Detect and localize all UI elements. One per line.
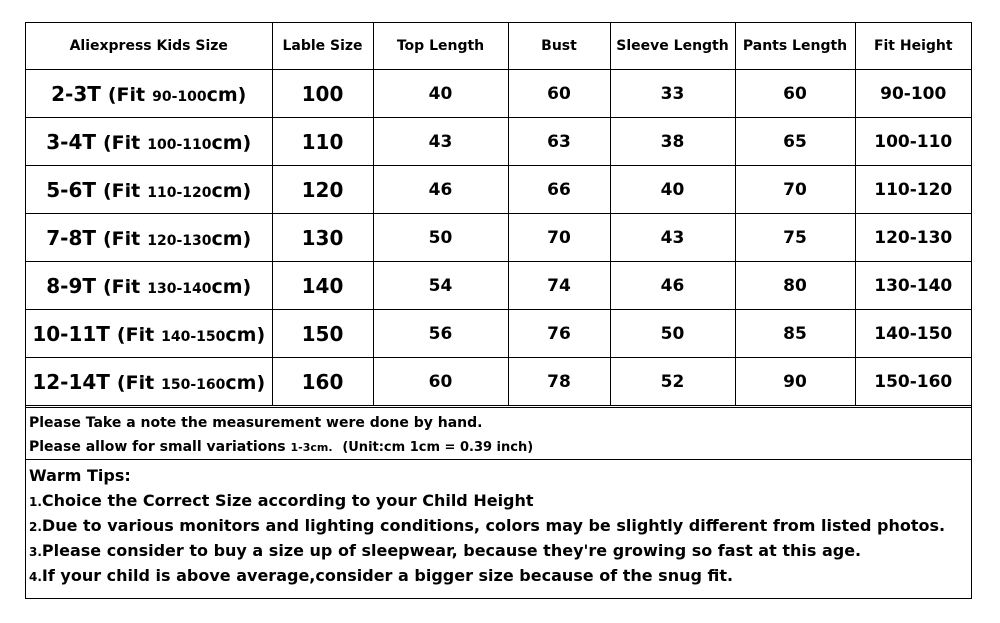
pants-length-cell: 60 xyxy=(735,70,855,118)
kids-size: 5-6T xyxy=(46,177,97,202)
fit-close: cm) xyxy=(206,83,247,106)
fit-range: 140-150 xyxy=(161,328,226,345)
tip-item xyxy=(29,488,971,513)
top-length-cell: 40 xyxy=(373,70,508,118)
fit-range: 110-120 xyxy=(147,184,212,201)
bust-cell: 78 xyxy=(508,358,610,406)
bust-cell: 60 xyxy=(508,70,610,118)
sleeve-length-cell: 40 xyxy=(610,166,735,214)
kids-size-cell xyxy=(26,310,272,358)
kids-size: 2-3T xyxy=(51,81,101,106)
pants-length-cell: 90 xyxy=(735,358,855,406)
pants-length-cell: 75 xyxy=(735,214,855,262)
fit-height-cell: 130-140 xyxy=(855,262,971,310)
pants-length-cell: 80 xyxy=(735,262,855,310)
kids-size: 12-14T xyxy=(32,369,110,394)
table-row xyxy=(26,118,971,166)
tip-text: Choice the Correct Size according to your Child Height xyxy=(41,491,534,510)
header-lable-size: Lable Size xyxy=(272,23,373,70)
size-table xyxy=(26,23,971,406)
kids-size-cell xyxy=(26,358,272,406)
lable-size-cell: 140 xyxy=(272,262,373,310)
fit-height-cell: 90-100 xyxy=(855,70,971,118)
header-kids-size: Aliexpress Kids Size xyxy=(26,23,272,70)
tip-text: Please consider to buy a size up of sleepwear, because they're growing so fast at this age. xyxy=(41,541,862,560)
kids-size-cell xyxy=(26,166,272,214)
note-line-1: Please Take a note the measurement were done by hand. xyxy=(29,415,483,431)
table-row xyxy=(26,70,971,118)
note-unit: (Unit:cm 1cm = 0.39 inch) xyxy=(342,440,534,455)
note-line-2 xyxy=(29,435,971,459)
tip-number: 4. xyxy=(29,570,42,584)
fit-range: 120-130 xyxy=(147,232,212,249)
fit-close: cm) xyxy=(211,227,252,250)
fit-open: (Fit xyxy=(116,371,155,394)
lable-size-cell: 110 xyxy=(272,118,373,166)
sleeve-length-cell: 50 xyxy=(610,310,735,358)
header-top-length: Top Length xyxy=(373,23,508,70)
fit-open: (Fit xyxy=(116,323,155,346)
bust-cell: 66 xyxy=(508,166,610,214)
top-length-cell: 50 xyxy=(373,214,508,262)
header-pants-length: Pants Length xyxy=(735,23,855,70)
tip-text: Due to various monitors and lighting conditions, colors may be slightly different from listed photos. xyxy=(41,516,946,535)
table-row xyxy=(26,166,971,214)
fit-range: 130-140 xyxy=(147,280,212,297)
fit-open: (Fit xyxy=(103,227,141,250)
fit-open: (Fit xyxy=(103,275,141,298)
kids-size-cell xyxy=(26,70,272,118)
bust-cell: 74 xyxy=(508,262,610,310)
fit-range: 150-160 xyxy=(161,376,226,393)
kids-size-cell xyxy=(26,262,272,310)
sleeve-length-cell: 52 xyxy=(610,358,735,406)
table-row xyxy=(26,310,971,358)
fit-height-cell: 110-120 xyxy=(855,166,971,214)
table-row xyxy=(26,358,971,406)
header-row xyxy=(26,23,971,70)
fit-height-cell: 100-110 xyxy=(855,118,971,166)
fit-close: cm) xyxy=(211,131,252,154)
tip-item xyxy=(29,563,971,588)
sleeve-length-cell: 46 xyxy=(610,262,735,310)
tip-number: 3. xyxy=(29,545,42,559)
note-line-2-text: Please allow for small variations xyxy=(29,439,286,455)
sleeve-length-cell: 33 xyxy=(610,70,735,118)
warm-tips xyxy=(26,459,971,598)
kids-size: 7-8T xyxy=(46,225,97,250)
measurement-notes xyxy=(26,407,971,459)
fit-range: 90-100 xyxy=(152,88,207,105)
kids-size: 8-9T xyxy=(46,273,97,298)
top-length-cell: 54 xyxy=(373,262,508,310)
kids-size-cell xyxy=(26,118,272,166)
pants-length-cell: 85 xyxy=(735,310,855,358)
tip-item xyxy=(29,538,971,563)
bust-cell: 70 xyxy=(508,214,610,262)
lable-size-cell: 150 xyxy=(272,310,373,358)
kids-size: 3-4T xyxy=(46,129,97,154)
header-fit-height: Fit Height xyxy=(855,23,971,70)
kids-size: 10-11T xyxy=(32,321,110,346)
sleeve-length-cell: 43 xyxy=(610,214,735,262)
bust-cell: 63 xyxy=(508,118,610,166)
fit-height-cell: 150-160 xyxy=(855,358,971,406)
top-length-cell: 43 xyxy=(373,118,508,166)
fit-close: cm) xyxy=(225,371,266,394)
top-length-cell: 46 xyxy=(373,166,508,214)
table-row xyxy=(26,214,971,262)
fit-range: 100-110 xyxy=(147,136,212,153)
fit-open: (Fit xyxy=(103,179,141,202)
bust-cell: 76 xyxy=(508,310,610,358)
lable-size-cell: 120 xyxy=(272,166,373,214)
lable-size-cell: 130 xyxy=(272,214,373,262)
header-bust: Bust xyxy=(508,23,610,70)
fit-close: cm) xyxy=(211,275,252,298)
fit-height-cell: 140-150 xyxy=(855,310,971,358)
fit-open: (Fit xyxy=(107,83,146,106)
lable-size-cell: 100 xyxy=(272,70,373,118)
header-sleeve-length: Sleeve Length xyxy=(610,23,735,70)
tip-number: 1. xyxy=(29,495,42,509)
fit-close: cm) xyxy=(211,179,252,202)
tip-item xyxy=(29,513,971,538)
sleeve-length-cell: 38 xyxy=(610,118,735,166)
fit-open: (Fit xyxy=(103,131,141,154)
tips-title: Warm Tips: xyxy=(29,466,131,485)
top-length-cell: 56 xyxy=(373,310,508,358)
top-length-cell: 60 xyxy=(373,358,508,406)
note-variation: 1-3cm. xyxy=(290,441,333,454)
tip-number: 2. xyxy=(29,520,42,534)
size-chart xyxy=(25,22,972,599)
kids-size-cell xyxy=(26,214,272,262)
table-row xyxy=(26,262,971,310)
pants-length-cell: 65 xyxy=(735,118,855,166)
fit-height-cell: 120-130 xyxy=(855,214,971,262)
tip-text: If your child is above average,consider a bigger size because of the snug fit. xyxy=(41,566,734,585)
fit-close: cm) xyxy=(225,323,266,346)
lable-size-cell: 160 xyxy=(272,358,373,406)
pants-length-cell: 70 xyxy=(735,166,855,214)
